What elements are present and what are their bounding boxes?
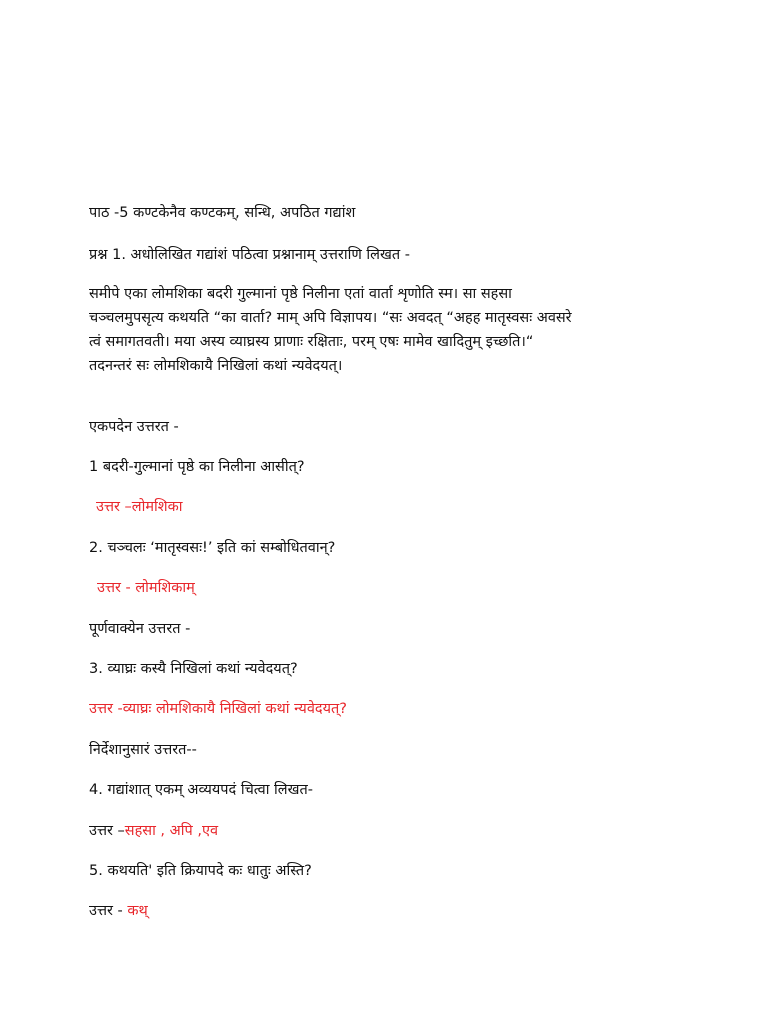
question-heading: प्रश्न 1. अधोलिखित गद्यांशं पठित्वा प्रश्नानाम् उत्तराणि लिखत - (89, 247, 410, 263)
answer-5 (89, 900, 148, 920)
passage (89, 282, 609, 378)
question-1: 1 बदरी-गुल्मानां पृष्ठे का निलीना आसीत्? (89, 459, 305, 475)
answer-4 (89, 820, 218, 840)
answer-1: उत्तर –लोमशिका (96, 499, 183, 515)
section-heading-one-word: एकपदेन उत्तरत - (89, 419, 179, 435)
answer-2: उत्तर - लोमशिकाम् (97, 580, 195, 596)
answer-4-label: उत्तर – (89, 823, 125, 839)
passage-line: तदनन्तरं सः लोमशिकायै निखिलां कथां न्यवेदयत्। (89, 358, 343, 374)
answer-5-value: कथ् (127, 903, 148, 919)
question-3: 3. व्याघ्रः कस्यै निखिलां कथां न्यवेदयत्? (89, 661, 298, 677)
document-page (89, 0, 689, 1024)
answer-3: उत्तर -व्याघ्रः लोमशिकायै निखिलां कथां न्यवेदयत्? (89, 701, 347, 717)
question-4: 4. गद्यांशात् एकम् अव्ययपदं चित्वा लिखत- (89, 782, 313, 798)
answer-4-value: सहसा , अपि ,एव (124, 823, 219, 839)
question-2: 2. चञ्चलः ‘मातृस्वसः!’ इति कां सम्बोधितवान्? (89, 540, 336, 556)
passage-line: चञ्चलमुपसृत्य कथयति “का वार्ता? माम् अपि विज्ञापय। “सः अवदत् “अहह मातृस्वसः अवसरे (89, 310, 572, 326)
question-5: 5. कथयति' इति क्रियापदे कः धातुः अस्ति? (89, 863, 312, 879)
answer-5-label: उत्तर - (89, 903, 128, 919)
passage-line: समीपे एका लोमशिका बदरी गुल्मानां पृष्ठे निलीना एतां वार्ता शृणोति स्म। सा सहसा (89, 286, 512, 302)
passage-line: त्वं समागतवती। मया अस्य व्याघ्रस्य प्राणाः रक्षिताः, परम् एषः मामेव खादितुम् इच्छति।“ (89, 334, 534, 350)
lesson-title: पाठ -5 कण्टकेनैव कण्टकम्, सन्धि, अपठित गद्यांश (89, 205, 356, 221)
section-heading-full-sentence: पूर्णवाक्येन उत्तरत - (89, 621, 191, 637)
section-heading-as-directed: निर्देशानुसारं उत्तरत-- (89, 742, 197, 758)
